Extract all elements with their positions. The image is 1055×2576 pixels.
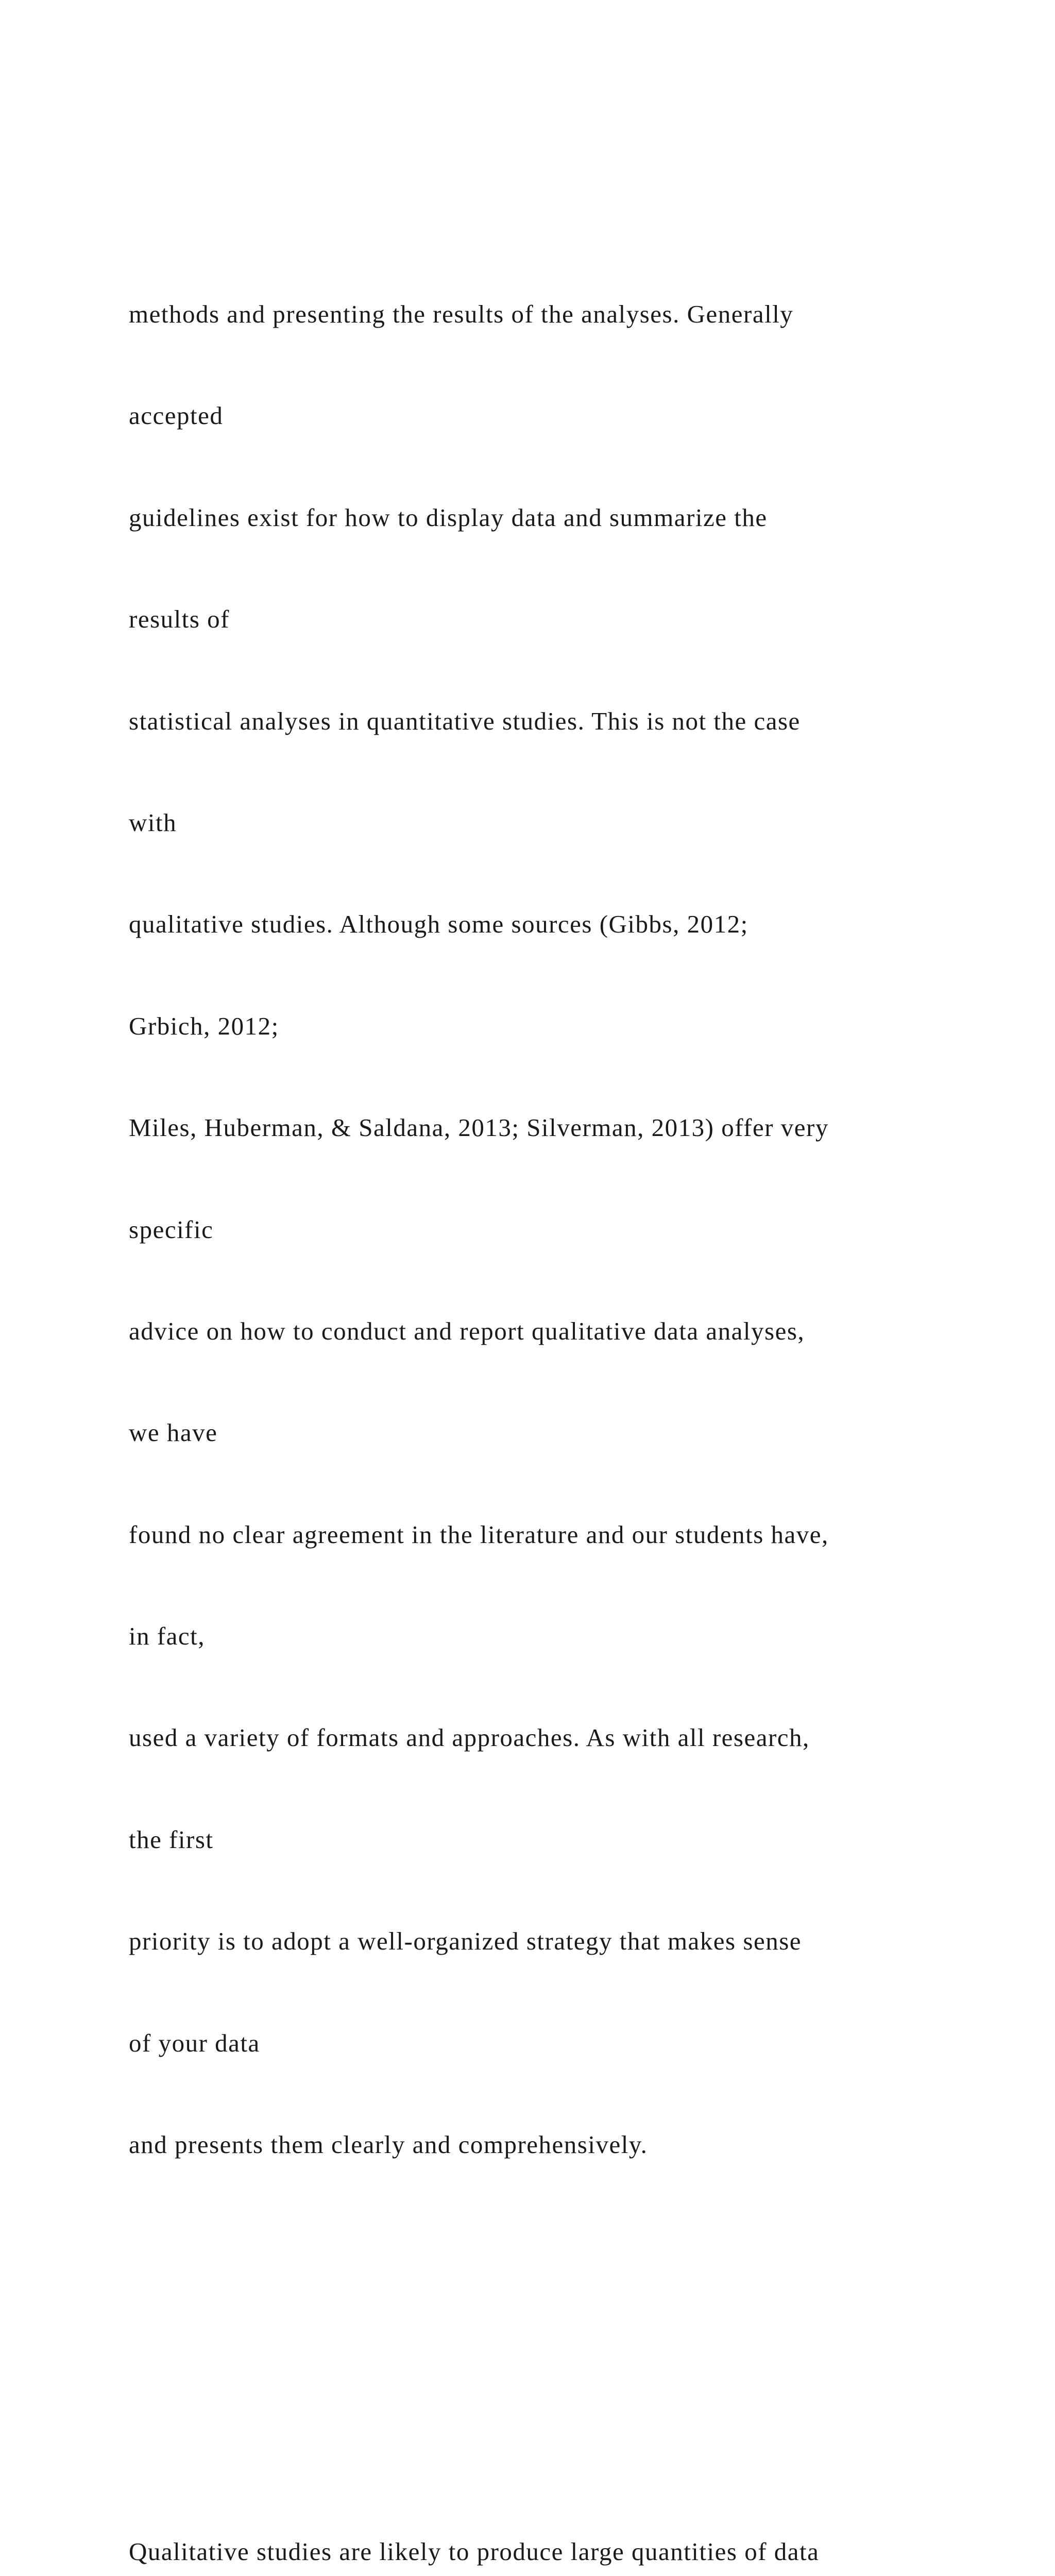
text-line: and presents them clearly and comprehensively. (129, 2130, 648, 2159)
text-line: accepted (129, 401, 224, 430)
paragraph-1 (129, 229, 1005, 2229)
paragraph-2 (129, 2467, 1005, 2576)
text-line: used a variety of formats and approaches. As with all research, (129, 1723, 810, 1752)
text-line: the first (129, 1825, 214, 1854)
text-line: Miles, Huberman, & Saldana, 2013; Silverman, 2013) offer very (129, 1113, 829, 1142)
text-line: with (129, 808, 177, 837)
paragraph-gap (129, 2331, 1005, 2365)
text-line: Qualitative studies are likely to produce large quantities of data (129, 2537, 820, 2566)
text-line: statistical analyses in quantitative studies. This is not the case (129, 706, 801, 735)
text-line: in fact, (129, 1622, 206, 1651)
document-body (129, 128, 1005, 2576)
text-line: results of (129, 605, 230, 634)
text-line: found no clear agreement in the literature and our students have, (129, 1520, 829, 1549)
text-line: we have (129, 1418, 218, 1447)
text-line: methods and presenting the results of the analyses. Generally (129, 299, 794, 328)
text-line: priority is to adopt a well-organized strategy that makes sense (129, 1927, 802, 1956)
text-line: qualitative studies. Although some sources (Gibbs, 2012; (129, 910, 748, 939)
text-line: guidelines exist for how to display data and summarize the (129, 503, 768, 532)
text-line: advice on how to conduct and report qualitative data analyses, (129, 1316, 805, 1345)
text-line: specific (129, 1215, 214, 1244)
text-line: of your data (129, 2028, 260, 2057)
text-line: Grbich, 2012; (129, 1011, 279, 1040)
